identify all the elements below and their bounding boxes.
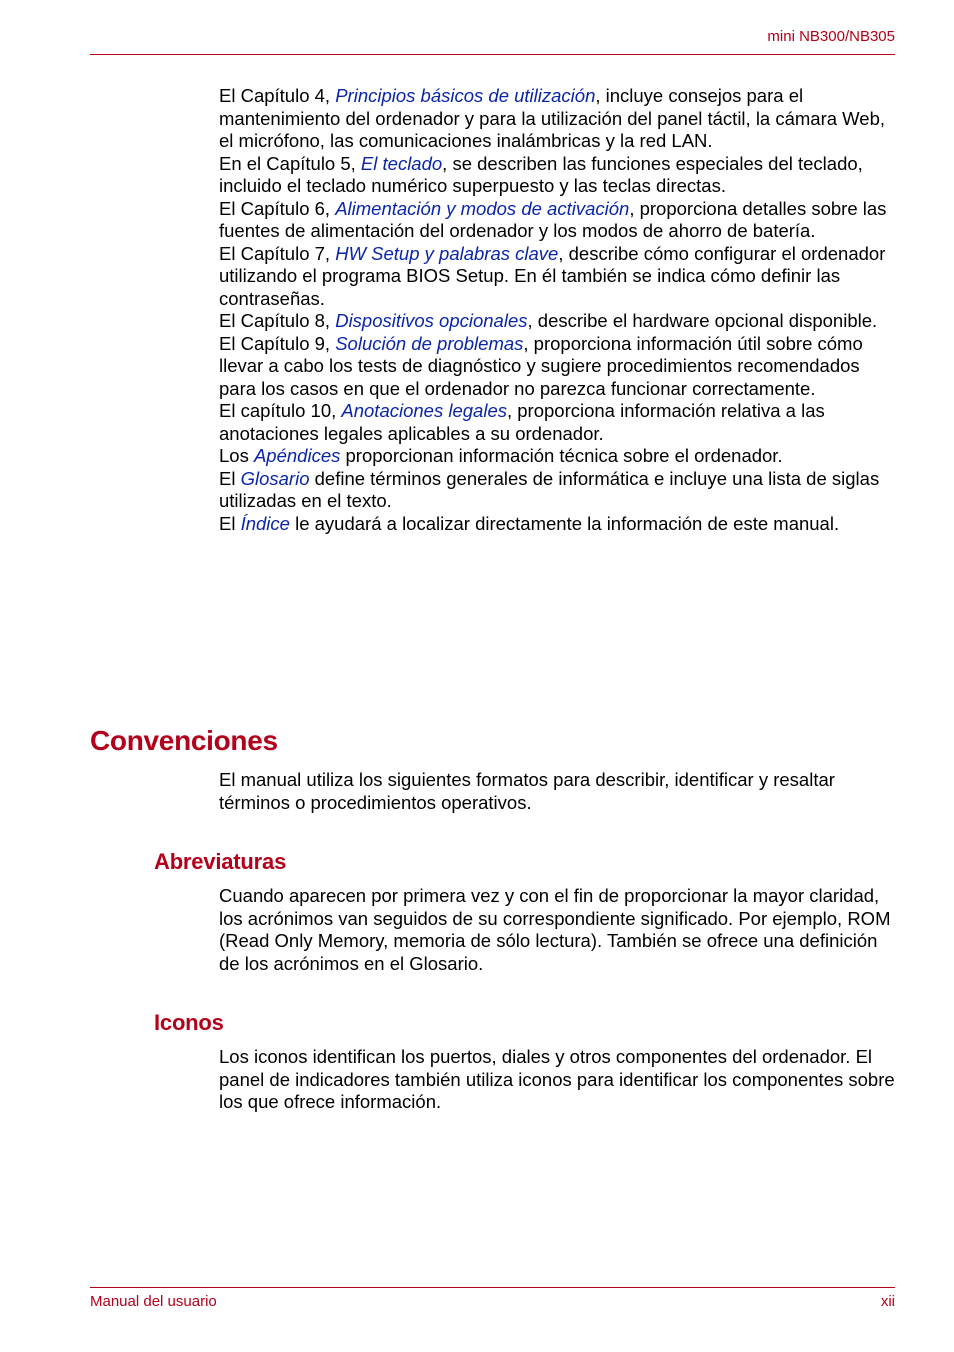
page-number: xii <box>880 1293 895 1310</box>
glossary-link[interactable]: Glosario <box>240 467 310 489</box>
chapter-paragraph: El capítulo 10, Anotaciones legales, proporciona información relativa a las anotaciones legales aplicables a su ordenador. <box>219 400 825 444</box>
index-link[interactable]: Índice <box>240 512 290 534</box>
chapter-paragraph: El Capítulo 6, Alimentación y modos de activación, proporciona detalles sobre las fuentes de alimentación del ordenador y los modos de ahorro de batería. <box>219 197 887 241</box>
chapter-paragraph: El Glosario define términos generales de informática e incluye una lista de siglas utilizadas en el texto. <box>219 467 880 511</box>
chapter-list <box>219 85 895 535</box>
header-model: mini NB300/NB305 <box>767 28 895 45</box>
footer-title: Manual del usuario <box>90 1293 217 1310</box>
section-title-conventions: Convenciones <box>90 725 278 756</box>
chapter-paragraph: El Índice le ayudará a localizar directamente la información de este manual. <box>219 512 840 534</box>
abbreviations-text: Cuando aparecen por primera vez y con el fin de proporcionar la mayor claridad, los acrónimos van seguidos de su correspondiente significado. Por ejemplo, ROM (Read Only Memory, memoria de sólo lectura). También se ofrece una definición de los acrónimos en el Glosario. <box>219 885 891 974</box>
chapter-link[interactable]: Dispositivos opcionales <box>335 310 528 331</box>
chapter-link[interactable]: El teclado <box>360 152 443 174</box>
chapter-link[interactable]: Principios básicos de utilización <box>335 85 596 106</box>
conventions-text: El manual utiliza los siguientes formatos para describir, identificar y resaltar términos o procedimientos operativos. <box>219 769 835 813</box>
header-rule <box>90 54 895 55</box>
subsection-title-abbreviations: Abreviaturas <box>154 849 287 874</box>
appendix-link[interactable]: Apéndices <box>253 445 341 466</box>
chapter-paragraph: El Capítulo 9, Solución de problemas, proporciona información útil sobre cómo llevar a cabo los tests de diagnóstico y sugiere procedimientos recomendados para los casos en que el ordenador no parezca funcionar correctamente. <box>219 332 863 399</box>
chapter-paragraph: El Capítulo 8, Dispositivos opcionales, describe el hardware opcional disponible. <box>219 310 878 331</box>
chapter-paragraph: Los Apéndices proporcionan información técnica sobre el ordenador. <box>219 445 783 466</box>
footer-rule <box>90 1287 895 1288</box>
chapter-link[interactable]: Solución de problemas <box>335 332 524 354</box>
chapter-paragraph: El Capítulo 7, HW Setup y palabras clave, describe cómo configurar el ordenador utilizando el programa BIOS Setup. En él también se indica cómo definir las contraseñas. <box>219 242 886 309</box>
chapter-link[interactable]: Alimentación y modos de activación <box>335 197 630 219</box>
icons-text: Los iconos identifican los puertos, diales y otros componentes del ordenador. El panel de indicadores también utiliza iconos para identificar los componentes sobre los que ofrece información. <box>219 1046 895 1112</box>
chapter-link[interactable]: HW Setup y palabras clave <box>335 242 559 264</box>
chapter-paragraph: En el Capítulo 5, El teclado, se describen las funciones especiales del teclado, incluido el teclado numérico superpuesto y las teclas directas. <box>219 152 863 196</box>
chapter-link[interactable]: Anotaciones legales <box>341 400 507 421</box>
subsection-title-icons: Iconos <box>154 1010 224 1035</box>
chapter-paragraph: El Capítulo 4, Principios básicos de utilización, incluye consejos para el mantenimiento del ordenador y para la utilización del panel táctil, la cámara Web, el micrófono, las comunicaciones inalámbricas y la red LAN. <box>219 85 886 151</box>
